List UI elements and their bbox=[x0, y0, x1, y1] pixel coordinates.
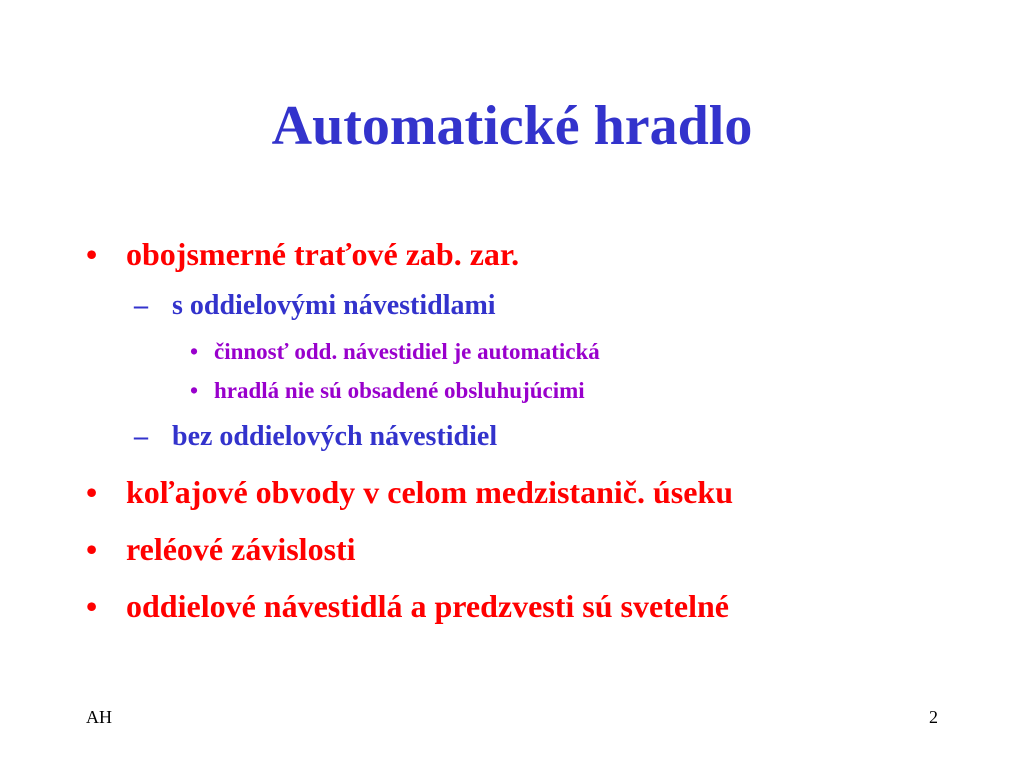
bullet-icon: • bbox=[86, 588, 98, 624]
sub-item-text: bez oddielových návestidiel bbox=[172, 421, 498, 452]
slide-title: Automatické hradlo bbox=[271, 95, 753, 157]
dash-icon: – bbox=[134, 421, 148, 452]
sub-sub-item-text: hradlá nie sú obsadené obsluhujúcimi bbox=[214, 378, 585, 403]
dash-icon: – bbox=[134, 290, 148, 321]
page-number: 2 bbox=[929, 707, 938, 727]
bullet-icon: • bbox=[190, 378, 199, 403]
bullet-text: koľajové obvody v celom medzistanič. úseku bbox=[126, 474, 733, 510]
bullet-text: oddielové návestidlá a predzvesti sú svetelné bbox=[126, 588, 729, 624]
footer-author: AH bbox=[86, 707, 112, 727]
bullet-text: reléové závislosti bbox=[126, 531, 356, 567]
bullet-text: obojsmerné traťové zab. zar. bbox=[126, 236, 520, 272]
bullet-icon: • bbox=[190, 339, 199, 364]
bullet-icon: • bbox=[86, 474, 98, 510]
sub-sub-item-text: činnosť odd. návestidiel je automatická bbox=[214, 339, 600, 364]
bullet-icon: • bbox=[86, 531, 98, 567]
bullet-icon: • bbox=[86, 236, 98, 272]
sub-item-text: s oddielovými návestidlami bbox=[172, 290, 496, 321]
